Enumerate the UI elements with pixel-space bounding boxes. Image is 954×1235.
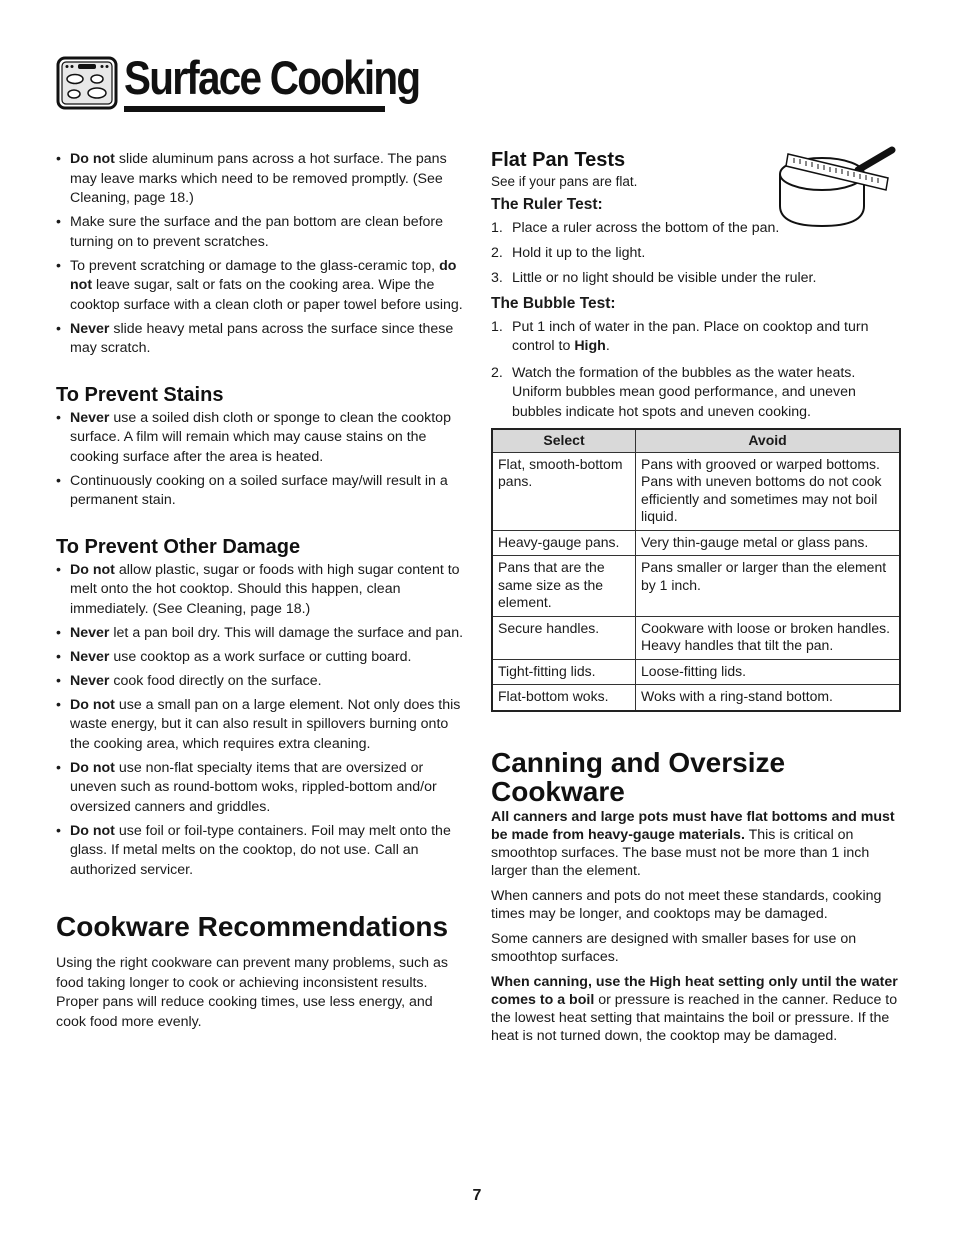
damage-bullets bbox=[56, 561, 464, 881]
list-item: • Do not use foil or foil-type containers. Foil may melt onto the glass. If metal melts on the cooktop, do not use. Call an authorized servicer. bbox=[56, 822, 464, 881]
list-item: • Never use a soiled dish cloth or sponge to clean the cooktop surface. A film will remain which may cause stains on the cooking surface after the area is heated. bbox=[56, 409, 464, 468]
list-item: 3. Little or no light should be visible under the ruler. bbox=[491, 269, 817, 286]
list-item: • Make sure the surface and the pan bottom are clean before turning on to prevent scratches. bbox=[56, 213, 464, 252]
ruler-test-heading: The Ruler Test: bbox=[491, 195, 603, 213]
table-row: Tight-fitting lids. Loose-fitting lids. bbox=[492, 659, 900, 685]
ruler-steps bbox=[491, 219, 901, 289]
flat-pan-heading: Flat Pan Tests bbox=[491, 149, 626, 171]
list-item: • Continuously cooking on a soiled surface may/will result in a permanent stain. bbox=[56, 472, 464, 511]
canning-heading: Canning and Oversize Cookware bbox=[491, 746, 786, 807]
right-column bbox=[491, 148, 901, 1045]
table-header-row bbox=[492, 429, 900, 453]
page-title: Surface Cooking bbox=[124, 51, 420, 104]
cooktop-icon bbox=[56, 55, 118, 111]
left-column bbox=[56, 150, 464, 1032]
list-item: • To prevent scratching or damage to the glass-ceramic top, do not leave sugar, salt or fats on the cooking area. Wipe the cooktop surface with a clean cloth or paper towel before using. bbox=[56, 257, 464, 316]
stains-bullets bbox=[56, 409, 464, 511]
page-number: 7 bbox=[472, 1187, 482, 1204]
list-item: 2. Watch the formation of the bubbles as the water heats. Uniform bubbles mean good performance, and uneven bubbles indicate hot spots and uneven cooking. bbox=[491, 364, 856, 420]
surface-bullets bbox=[56, 150, 464, 359]
damage-heading: To Prevent Other Damage bbox=[56, 535, 301, 558]
recommendations-heading: Cookware Recommendations bbox=[56, 911, 449, 942]
canning-paragraph: When canners and pots do not meet these standards, cooking times may be longer, and cooktops may be damaged. bbox=[491, 887, 882, 922]
list-item: • Never use cooktop as a work surface or cutting board. bbox=[56, 648, 464, 668]
list-item: • Do not use non-flat specialty items that are oversized or uneven such as round-bottom woks, rippled-bottom and/or oversized canners and griddles. bbox=[56, 759, 464, 818]
canning-paragraph: When canning, use the High heat setting only until the water comes to a boil or pressure is reached in the canner. Reduce to the lowest heat setting that maintains the boil or pressure. If the heat is not turned down, the cooktop may be damaged. bbox=[491, 973, 898, 1044]
bubble-test-heading: The Bubble Test: bbox=[491, 294, 616, 312]
list-item: • Never slide heavy metal pans across the surface since these may scratch. bbox=[56, 320, 464, 359]
title-rule bbox=[124, 106, 385, 112]
table-row: Pans that are the same size as the element. Pans smaller or larger than the element by 1 inch. bbox=[492, 556, 900, 617]
flat-pan-intro: See if your pans are flat. bbox=[491, 174, 638, 189]
list-item: • Do not allow plastic, sugar or foods with high sugar content to melt onto the hot cooktop. Should this happen, clean immediately. (See Cleaning, page 18.) bbox=[56, 561, 464, 620]
list-item: • Never let a pan boil dry. This will damage the surface and pan. bbox=[56, 624, 464, 644]
stains-heading: To Prevent Stains bbox=[56, 383, 224, 406]
list-item: • Do not use a small pan on a large element. Not only does this waste energy, but it can also result in spillovers burning onto the cooking area, which requires extra cleaning. bbox=[56, 696, 464, 755]
table-row: Secure handles. Cookware with loose or broken handles. Heavy handles that tilt the pan. bbox=[492, 616, 900, 659]
list-item: 1. Place a ruler across the bottom of the pan. bbox=[491, 219, 780, 236]
canning-body bbox=[491, 808, 901, 1045]
list-item: 1. Put 1 inch of water in the pan. Place on cooktop and turn control to High. bbox=[491, 318, 869, 354]
table-row: Heavy-gauge pans. Very thin-gauge metal or glass pans. bbox=[492, 530, 900, 556]
list-item: 2. Hold it up to the light. bbox=[491, 244, 646, 261]
table-row: Flat, smooth-bottom pans. Pans with grooved or warped bottoms. Pans with uneven bottoms do not cook efficiently and sometimes may not boil liquid. bbox=[492, 452, 900, 530]
list-item: • Do not slide aluminum pans across a hot surface. The pans may leave marks which need to be removed promptly. (See Cleaning, page 18.) bbox=[56, 150, 464, 209]
list-item: • Never cook food directly on the surface. bbox=[56, 672, 464, 692]
canning-paragraph: Some canners are designed with smaller bases for use on smoothtop surfaces. bbox=[491, 930, 857, 965]
recommendations-body: Using the right cookware can prevent many problems, such as food taking longer to cook or achieving inconsistent results. Proper pans will reduce cooking times, use less energy, and cook food more evenly. bbox=[56, 955, 448, 1030]
table-header-select: Select bbox=[492, 429, 636, 453]
cookware-table bbox=[491, 428, 901, 712]
table-row: Flat-bottom woks. Woks with a ring-stand bottom. bbox=[492, 685, 900, 711]
table-header-avoid: Avoid bbox=[636, 429, 901, 453]
canning-paragraph: All canners and large pots must have flat bottoms and must be made from heavy-gauge materials. This is critical on smoothtop surfaces. The base must not be more than 1 inch larger than the element. bbox=[491, 808, 895, 879]
bubble-steps bbox=[491, 318, 901, 423]
